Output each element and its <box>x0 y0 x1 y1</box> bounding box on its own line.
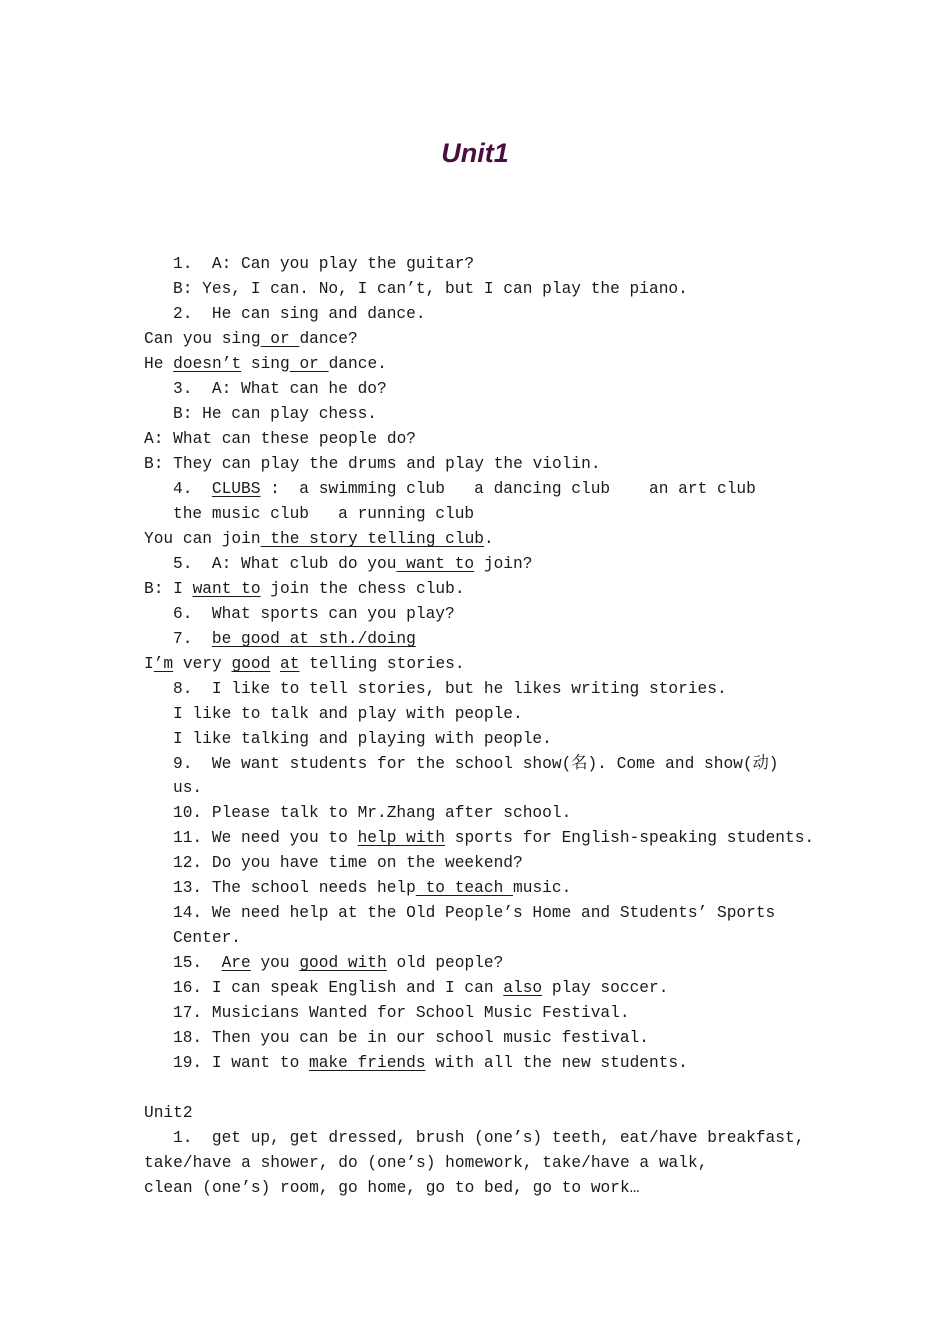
text-segment: B: I <box>144 580 193 598</box>
text-segment: Center. <box>173 929 241 947</box>
text-segment <box>270 655 280 673</box>
text-line <box>173 953 503 973</box>
text-segment: 14. We need help at the Old People’s Home and Students’ Sports <box>173 904 776 922</box>
text-line <box>144 529 494 549</box>
text-line <box>144 579 465 599</box>
underlined-text: the story telling club <box>260 530 485 548</box>
text-line <box>173 754 779 774</box>
text-segment: 15. <box>173 954 222 972</box>
text-line <box>173 504 474 524</box>
text-segment: 19. I want to <box>173 1054 309 1072</box>
underlined-text: also <box>503 979 543 997</box>
text-segment: : a swimming club a dancing club an art club <box>260 480 756 498</box>
text-line <box>173 704 523 724</box>
text-segment: 9. We want students for the school show(名). Come and show(动) <box>173 755 779 773</box>
text-line <box>173 554 532 574</box>
document-title: Unit1 <box>441 138 509 168</box>
text-segment: 16. I can speak English and I can <box>173 979 504 997</box>
underlined-text: or <box>260 330 300 348</box>
text-segment: I like talking and playing with people. <box>173 730 552 748</box>
text-segment: 1. A: Can you play the guitar? <box>173 255 475 273</box>
text-line <box>173 778 202 798</box>
underlined-text: or <box>289 355 329 373</box>
text-segment: I like to talk and play with people. <box>173 705 523 723</box>
text-segment: B: They can play the drums and play the violin. <box>144 455 601 473</box>
text-line <box>173 978 668 998</box>
text-segment: you <box>250 954 300 972</box>
text-line <box>173 729 552 749</box>
text-line <box>144 354 387 374</box>
text-segment: join the chess club. <box>260 580 465 598</box>
text-segment: the music club a running club <box>173 505 475 523</box>
text-line <box>173 1003 630 1023</box>
underlined-text: want to <box>396 555 475 573</box>
text-segment: 8. I like to tell stories, but he likes writing stories. <box>173 680 727 698</box>
text-line <box>173 853 523 873</box>
text-segment: sing <box>241 355 290 373</box>
text-line <box>144 329 358 349</box>
text-line <box>173 803 571 823</box>
text-line <box>144 1103 193 1123</box>
text-segment: A: What can these people do? <box>144 430 416 448</box>
text-segment: 7. <box>173 630 212 648</box>
text-segment: us. <box>173 779 203 797</box>
underlined-text: make friends <box>309 1054 426 1072</box>
text-segment: B: Yes, I can. No, I can’t, but I can play the piano. <box>173 280 688 298</box>
text-segment: 6. What sports can you play? <box>173 605 455 623</box>
text-line <box>173 479 756 499</box>
text-line <box>173 828 814 848</box>
text-line <box>173 404 377 424</box>
underlined-text: want to <box>192 580 261 598</box>
text-line <box>173 629 416 649</box>
underlined-text: help with <box>357 829 446 847</box>
text-line <box>173 1053 688 1073</box>
text-segment: very <box>173 655 232 673</box>
text-segment: 2. He can sing and dance. <box>173 305 426 323</box>
text-segment: . <box>484 530 494 548</box>
text-line <box>173 679 727 699</box>
text-segment: I <box>144 655 154 673</box>
text-segment: 4. <box>173 480 212 498</box>
text-segment: Can you sing <box>144 330 261 348</box>
text-line <box>144 1153 707 1173</box>
text-line <box>144 654 465 674</box>
underlined-text: to teach <box>415 879 514 897</box>
text-segment: dance? <box>299 330 358 348</box>
underlined-text: ’m <box>153 655 174 673</box>
underlined-text: Are <box>221 954 251 972</box>
text-segment: music. <box>513 879 572 897</box>
text-segment: 18. Then you can be in our school music festival. <box>173 1029 649 1047</box>
text-line <box>144 429 416 449</box>
text-segment: 3. A: What can he do? <box>173 380 387 398</box>
text-segment: play soccer. <box>542 979 669 997</box>
text-line <box>144 454 601 474</box>
text-line <box>144 1178 639 1198</box>
underlined-text: good <box>231 655 271 673</box>
text-segment: dance. <box>328 355 387 373</box>
text-segment: 17. Musicians Wanted for School Music Festival. <box>173 1004 630 1022</box>
text-line <box>173 304 426 324</box>
text-segment: telling stories. <box>299 655 465 673</box>
underlined-text: doesn’t <box>173 355 242 373</box>
text-line <box>173 1028 649 1048</box>
text-line <box>173 379 387 399</box>
text-segment: old people? <box>386 954 504 972</box>
text-segment: He <box>144 355 174 373</box>
text-segment: take/have a shower, do (one’s) homework, take/have a walk, <box>144 1154 708 1172</box>
text-segment: 11. We need you to <box>173 829 358 847</box>
text-segment: clean (one’s) room, go home, go to bed, go to work… <box>144 1179 640 1197</box>
text-line <box>173 1128 804 1148</box>
text-segment: 13. The school needs help <box>173 879 416 897</box>
text-segment: You can join <box>144 530 261 548</box>
text-segment: Unit2 <box>144 1104 193 1122</box>
text-segment: 5. A: What club do you <box>173 555 397 573</box>
text-line <box>173 254 474 274</box>
text-segment: 10. Please talk to Mr.Zhang after school. <box>173 804 572 822</box>
text-line <box>173 928 241 948</box>
text-line <box>173 903 775 923</box>
underlined-text: at <box>280 655 300 673</box>
text-line <box>173 878 571 898</box>
text-segment: with all the new students. <box>425 1054 688 1072</box>
text-line <box>173 604 455 624</box>
underlined-text: good with <box>299 954 387 972</box>
text-line <box>173 279 688 299</box>
text-segment: 12. Do you have time on the weekend? <box>173 854 523 872</box>
text-segment: 1. get up, get dressed, brush (one’s) teeth, eat/have breakfast, <box>173 1129 805 1147</box>
text-segment: join? <box>474 555 533 573</box>
underlined-text: CLUBS <box>211 480 261 498</box>
underlined-text: be good at sth./doing <box>211 630 416 648</box>
text-segment: B: He can play chess. <box>173 405 377 423</box>
text-segment: sports for English-speaking students. <box>445 829 815 847</box>
